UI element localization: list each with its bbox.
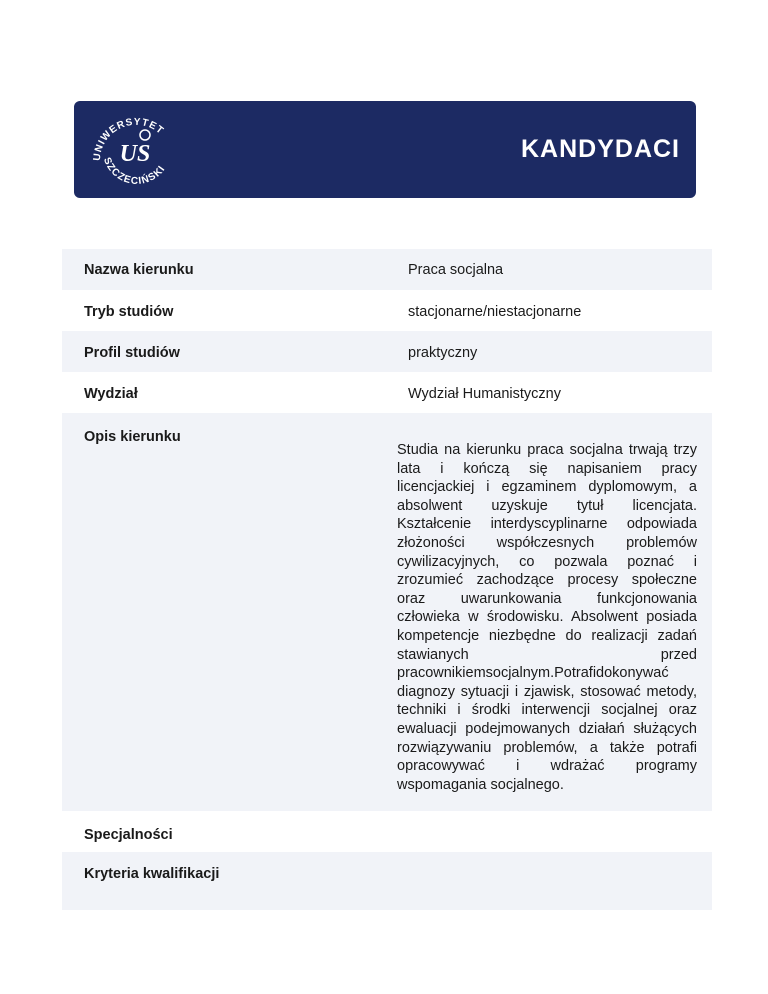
logo-mark: US [119, 141, 151, 167]
university-logo [90, 109, 180, 191]
row-value: praktyczny [408, 345, 478, 361]
row-label: Kryteria kwalifikacji [84, 866, 220, 882]
row-label: Tryb studiów [84, 304, 174, 320]
row-label: Nazwa kierunku [84, 262, 194, 278]
row-label: Specjalności [84, 827, 173, 843]
header-banner [74, 101, 696, 198]
row-specializations [62, 811, 712, 852]
program-info-table [62, 249, 712, 910]
row-admission-criteria [62, 852, 712, 910]
row-value: stacjonarne/niestacjonarne [408, 304, 582, 320]
row-study-mode [62, 290, 712, 331]
row-label: Profil studiów [84, 345, 180, 361]
row-program-name [62, 249, 712, 290]
row-study-profile [62, 331, 712, 372]
row-label: Opis kierunku [84, 429, 181, 445]
griffin-icon [140, 130, 150, 140]
row-description [62, 413, 712, 811]
row-value: Praca socjalna [408, 262, 504, 278]
banner-title: KANDYDACI [521, 135, 680, 163]
logo-text-top: UNIWERSYTET [91, 116, 166, 162]
row-faculty [62, 372, 712, 413]
logo-text-bottom: SZCZECIŃSKI [100, 156, 168, 188]
row-label: Wydział [84, 386, 138, 402]
row-value: Wydział Humanistyczny [408, 386, 561, 402]
program-description: Studia na kierunku praca socjalna trwają trzy lata i kończą się napisaniem pracy licencjackiej i egzaminem dyplomowym, a absolwent uzyskuje tytuł licencjata. Kształcenie interdyscyplinarne odpowiada złożoności współczesnych problemów cywilizacyjnych, co pozwala poznać i zrozumieć zachodzące procesy społeczne oraz uwarunkowania funkcjonowania człowieka w środowisku. Absolwent posiada kompetencje niezbędne do realizacji zadań stawianych przed pracownikiemsocjalnym.Potrafidokonywać diagnozy sytuacji i zjawisk, stosować metody, techniki i środki interwencji socjalnej oraz ewaluacji podejmowanych działań służących rozwiązywaniu problemów, a także potrafi opracowywać i wdrażać programy wspomagania socjalnego. [397, 442, 697, 793]
